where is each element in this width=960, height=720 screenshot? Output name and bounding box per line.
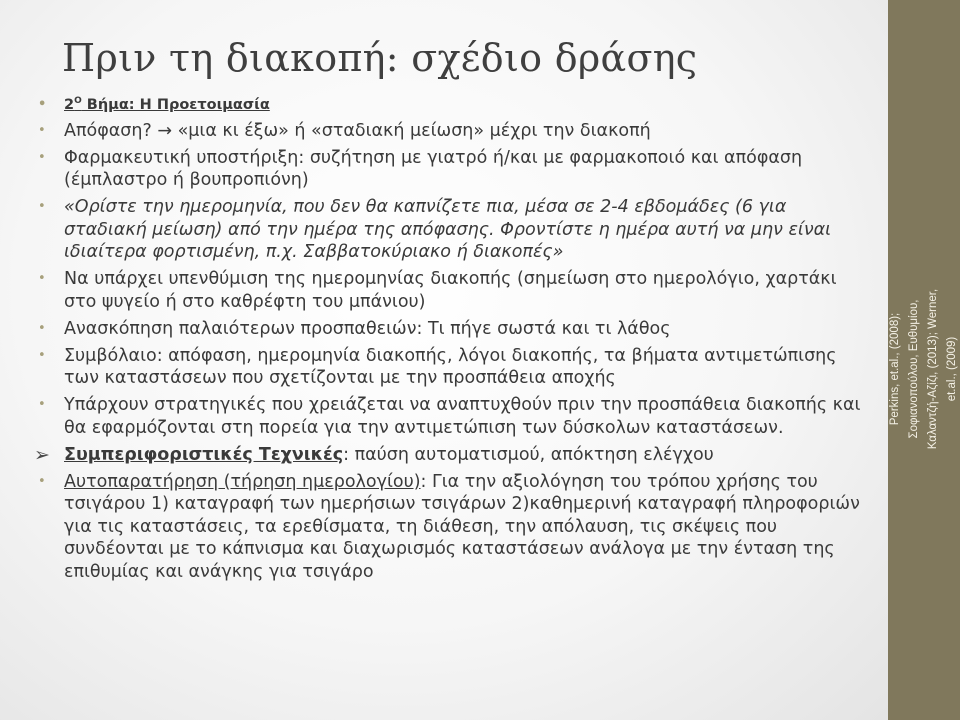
list-item-review [38,318,873,341]
citation-line-1: Perkins, et.al., (2008); [889,312,901,426]
list-item-step [38,95,873,115]
quote-text: «Ορίστε την ημερομηνία, που δεν θα καπνίζετε πια, μέσα σε 2-4 εβδομάδες (6 για σταδιακή μείωση) από την ημέρα της απόφασης. Φροντίστε η ημέρα αυτή να μην είναι ιδιαίτερα φορτισμένη, π.χ. Σαββατοκύριακο ή διακοπές» [64,197,832,262]
bullet-icon: • [38,271,46,286]
bullet-icon: • [38,320,46,336]
step-superscript: Ο [74,96,82,107]
citation-line-2: Σοφιανοπούλου, Ευθυμίου, [908,299,920,439]
citation-text [886,19,960,719]
bullet-icon: • [38,347,46,363]
list-item-selfobs [38,471,873,584]
bullet-icon: • [38,473,46,489]
bullet-list [34,95,873,588]
bullet-icon: • [38,149,46,165]
bullet-icon: • [38,397,46,412]
decision-rest: «μια κι έξω» ή «σταδιακή μείωση» μέχρι την διακοπή [172,120,651,141]
bullet-icon: • [38,199,46,214]
arrow-bullet-icon: ➢ [34,443,50,466]
contract-text: Συμβόλαιο: απόφαση, ημερομηνία διακοπής, λόγοι διακοπής, τα βήματα αντιμετώπισης των καταστάσεων που σχετίζονται με την προσπάθεια αποχής [64,345,837,388]
list-item-reminder [38,268,873,313]
review-text: Ανασκόπηση παλαιότερων προσπαθειών: Τι πήγε σωστά και τι λάθος [64,318,671,339]
list-item-pharma [38,147,873,192]
citation-line-3: Καλαντζή-Αζίζι, (2013); Werner, [927,288,939,450]
slide-title: Πριν τη διακοπή: σχέδιο δράσης [62,36,698,80]
decision-text: Απόφαση? [64,120,158,141]
step-number: 2 [64,97,75,113]
list-item-contract [38,345,873,390]
bullet-icon: • [38,122,46,138]
step-label: Βήμα: Η Προετοιμασία [81,97,270,113]
pharma-text: Φαρμακευτική υποστήριξη: συζήτηση με γιατρό ή/και με φαρμακοποιό και απόφαση (έμπλαστρο ή βουπροπιόνη) [64,147,803,190]
citation-line-4: et.al., (2009) [946,336,958,402]
selfobs-label: Αυτοπαρατήρηση (τήρηση ημερολογίου) [64,471,421,492]
list-item-quote [38,196,873,264]
list-item-behavioral [34,443,873,467]
selfobs-rest: : Για την αξιολόγηση του τρόπου χρήσης του τσιγάρου 1) καταγραφή των ημερήσιων τσιγάρων 2)καθημερινή καταγραφή πληροφοριών για τις καταστάσεις, τα ερεθίσματα, τη διάθεση, την απόλαυση, τις σκέψεις που συνδέονται με το κάπνισμα και διαχωρισμός καταστάσεων ανάλογα με την ένταση της επιθυμίας και ανάγκης για τσιγάρο [64,471,860,582]
strategies-text: Υπάρχουν στρατηγικές που χρειάζεται να αναπτυχθούν πριν την προσπάθεια διακοπής και θα εφαρμόζονται στη πορεία για την αντιμετώπιση των δύσκολων καταστάσεων. [64,395,861,438]
arrow-right-icon: → [157,120,172,141]
bullet-icon: • [38,97,47,112]
behavioral-label: Συμπεριφοριστικές Τεχνικές [64,444,344,465]
reminder-text: Να υπάρχει υπενθύμιση της ημερομηνίας διακοπής (σημείωση στο ημερολόγιο, χαρτάκι στο ψυγείο ή στο καθρέφτη του μπάνιου) [64,269,837,312]
behavioral-rest: : παύση αυτοματισμού, απόκτηση ελέγχου [343,444,714,465]
list-item-strategies [38,394,873,439]
list-item-decision [38,120,873,143]
